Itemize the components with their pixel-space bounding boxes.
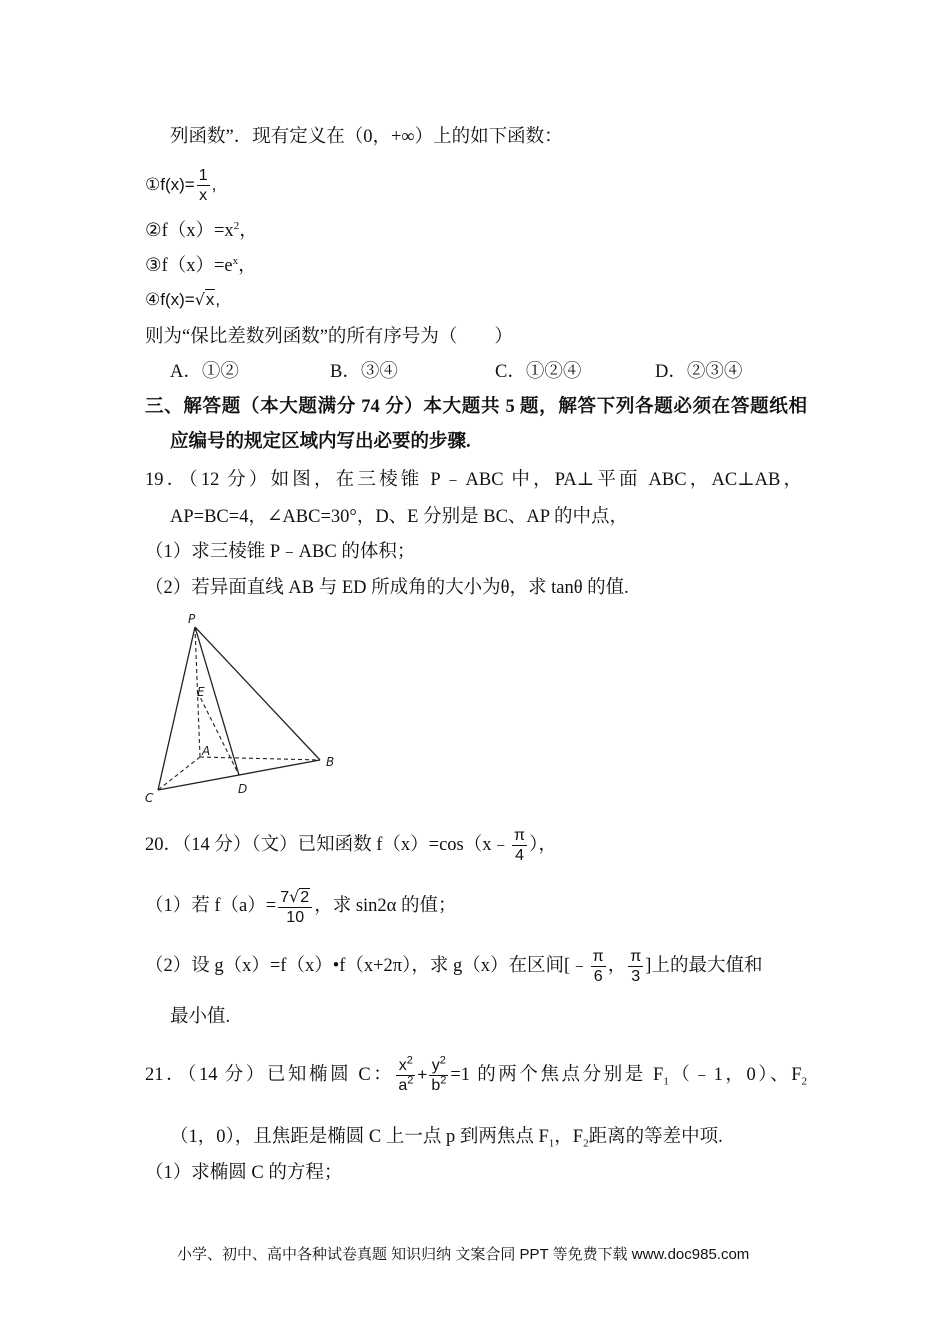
function-1-tail: ,	[211, 175, 217, 194]
q20-part-1-post: ，求 sin2α 的值；	[314, 896, 457, 916]
q21-line-2-post: 距离的等差中项.	[588, 1127, 723, 1147]
pyramid-figure	[140, 605, 350, 810]
function-3-tail: ，	[238, 256, 257, 276]
function-4-tail: ,	[215, 290, 221, 309]
denominator-exponent: 2	[440, 1074, 447, 1087]
focus-2-subscript: 2	[801, 1075, 807, 1088]
label-p: P	[188, 612, 196, 626]
fraction-numerator: π	[592, 948, 604, 966]
q21-line-2-mid: ，F	[554, 1127, 584, 1147]
section-3-heading-line-2: 应编号的规定区域内写出必要的步骤.	[170, 432, 471, 452]
function-1-label: ①f(x)=	[145, 175, 195, 194]
q19-line-2: AP=BC=4，∠ABC=30°，D、E 分别是 BC、AP 的中点，	[170, 507, 628, 527]
function-4-label: ④f(x)=	[145, 290, 195, 309]
q20-part-2-post: ]上的最大值和	[645, 956, 763, 976]
q18-intro-line: 列函数”．现有定义在（0，+∞）上的如下函数：	[170, 127, 563, 147]
edge-ab-dashed	[200, 757, 320, 760]
x-squared-over-a-squared-fraction	[396, 1056, 415, 1095]
function-4-radicand: x	[205, 290, 215, 309]
q19-part-1: （1）求三棱锥 P﹣ABC 的体积；	[145, 542, 416, 562]
interval-separator: ，	[607, 956, 627, 976]
seven-root-two-over-ten-fraction	[278, 887, 312, 927]
numerator-radicand: 2	[300, 888, 310, 906]
q18-function-3	[145, 254, 257, 278]
q21-line-2-pre: （1，0），且焦距是椭圆 C 上一点 p 到两焦点 F	[170, 1127, 549, 1147]
q18-function-4	[145, 285, 220, 315]
fraction-denominator: 3	[628, 966, 643, 986]
fraction-numerator	[397, 1056, 415, 1075]
q18-function-2	[145, 219, 258, 243]
edge-pb	[195, 627, 320, 760]
fraction-denominator	[396, 1075, 415, 1095]
fraction-denominator: x	[197, 185, 210, 205]
edge-pc	[158, 627, 195, 790]
q20-part-1	[145, 884, 457, 928]
q18-function-1	[145, 163, 216, 207]
function-2-exponent: 2	[233, 219, 240, 232]
q19-part-2: （2）若异面直线 AB 与 ED 所成角的大小为θ，求 tanθ 的值.	[145, 578, 629, 598]
q21-line-1-equation-text: =1 的两个焦点分别是 F	[450, 1065, 664, 1085]
plus-sign: +	[417, 1065, 428, 1084]
option-a: A．①②	[170, 362, 239, 382]
q20-line-1-pre: 20．（14 分）（文）已知函数 f（x）=cos（x﹣	[145, 835, 511, 855]
pi-over-3-fraction	[628, 947, 643, 986]
label-a: A	[202, 744, 211, 758]
sqrt-icon: √	[289, 886, 300, 906]
q21-part-1: （1）求椭圆 C 的方程；	[145, 1163, 343, 1183]
label-c: C	[145, 791, 154, 805]
fraction-numerator: 1	[198, 167, 208, 185]
q20-line-1-post: ），	[529, 835, 557, 855]
option-b: B．③④	[330, 362, 398, 382]
denominator-base: b	[431, 1077, 441, 1095]
denominator-exponent: 2	[407, 1074, 414, 1087]
q21-line-1-pre: 21．（14 分）已知椭圆 C：	[145, 1065, 395, 1085]
numerator-exponent: 2	[439, 1054, 446, 1067]
pi-over-6-fraction	[591, 947, 606, 986]
q21-line-2	[170, 1125, 723, 1149]
fraction-numerator: π	[630, 948, 642, 966]
label-b: B	[326, 755, 335, 769]
function-2-label: ②f（x）=x	[145, 221, 234, 241]
y-squared-over-b-squared-fraction	[429, 1056, 448, 1095]
fraction-denominator	[429, 1075, 448, 1095]
focus-1-subscript: 1	[663, 1075, 669, 1088]
numerator-base: x	[398, 1057, 407, 1075]
section-3-heading-line-1: 三、解答题（本大题满分 74 分）本大题共 5 题，解答下列各题必须在答题纸相	[145, 397, 807, 417]
option-c: C．①②④	[495, 362, 582, 382]
fraction-numerator: π	[514, 827, 526, 845]
q20-line-1	[145, 823, 557, 867]
numerator-exponent: 2	[406, 1054, 413, 1067]
q21-line-1	[145, 1053, 807, 1097]
pi-over-4-fraction	[512, 826, 527, 865]
q19-line-1: 19．（12 分）如图，在三棱锥 P﹣ABC 中，PA⊥平面 ABC，AC⊥AB，	[145, 470, 802, 490]
q20-part-1-pre: （1）若 f（a）=	[145, 896, 277, 916]
sqrt-icon: √	[194, 290, 205, 309]
page-footer: 小学、初中、高中各种试卷真题 知识归纳 文案合同 PPT 等免费下载 www.doc985.com	[177, 1246, 750, 1263]
q18-question: 则为“保比差数列函数”的所有序号为（ ）	[145, 327, 513, 347]
fraction-denominator: 6	[591, 966, 606, 986]
q20-part-2-pre: （2）设 g（x）=f（x）•f（x+2π），求 g（x）在区间[﹣	[145, 956, 589, 976]
focus-1-subscript: 1	[548, 1137, 555, 1150]
q20-part-2	[145, 944, 762, 988]
fraction-denominator: 4	[512, 845, 527, 865]
numerator-base: y	[431, 1057, 440, 1075]
label-e: E	[197, 685, 205, 699]
function-3-label: ③f（x）=e	[145, 256, 233, 276]
function-1-fraction	[197, 166, 210, 205]
fraction-numerator	[278, 887, 312, 907]
fraction-numerator	[430, 1056, 448, 1075]
q21-line-1-mid: （﹣1，0）、F	[668, 1065, 802, 1085]
option-d: D．②③④	[655, 362, 743, 382]
q20-part-2-continuation: 最小值.	[170, 1007, 231, 1027]
label-d: D	[238, 782, 248, 796]
fraction-denominator: 10	[278, 907, 312, 927]
function-3-exponent: x	[232, 254, 239, 267]
denominator-base: a	[398, 1077, 408, 1095]
function-2-tail: ，	[239, 221, 258, 241]
numerator-coefficient: 7	[280, 888, 290, 906]
focus-2-subscript: 2	[583, 1137, 589, 1150]
